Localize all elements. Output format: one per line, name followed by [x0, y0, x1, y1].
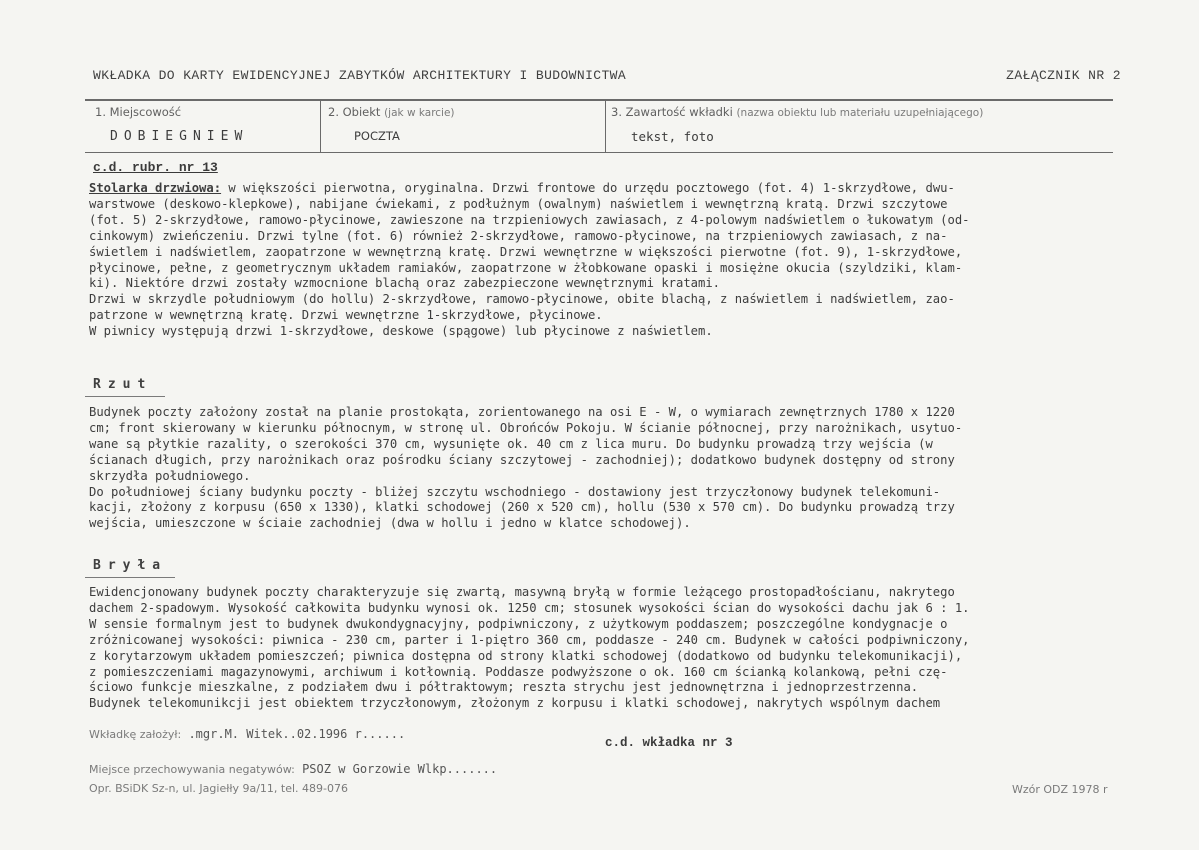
contents-value: tekst, foto: [631, 129, 714, 144]
negatives-location: [89, 762, 497, 776]
joinery-line: płycinowe, pełne, z geometrycznym układem ramiaków, zaopatrzone w żłobkowane opaski i mosiężne okucia (szyldziki, klam-: [89, 260, 963, 275]
object-value: POCZTA: [354, 129, 400, 143]
massing-line: zróżnicowanej wysokości: piwnica - 230 cm, parter i 1-piętro 360 cm, poddasze - 240 cm. Budynek w całości podpiwniczony,: [89, 632, 970, 647]
joinery-line: (fot. 5) 2-skrzydłowe, ramowo-płycinowe, zawieszone na trzpieniowych zawiasach, z 4-polowym nadświetlem o łukowatym (od-: [89, 212, 970, 227]
joinery-lead: Stolarka drzwiowa:: [89, 181, 222, 195]
joinery-line: patrzone w wewnętrzną kratę. Drzwi wewnętrzne 1-skrzydłowe, płycinowe.: [89, 308, 603, 323]
negatives-value: PSOZ w Gorzowie Wlkp.......: [294, 762, 498, 776]
form-reference: Wzór ODZ 1978 r: [1012, 783, 1108, 796]
created-value: .mgr.M. Witek..02.1996 r......: [181, 727, 406, 741]
massing-line: Ewidencjonowany budynek poczty charakteryzuje się zwartą, masywną bryłą w formie leżącego prostopadłościanu, nakrytego: [89, 585, 955, 599]
plan-heading: Rzut: [93, 377, 153, 392]
massing-heading: Bryła: [93, 558, 168, 573]
form-title: WKŁADKA DO KARTY EWIDENCYJNEJ ZABYTKÓW ARCHITEKTURY I BUDOWNICTWA: [93, 68, 627, 83]
place-label: 1. Miejscowość: [95, 105, 182, 119]
plan-line: cm; front skierowany w kierunku północnym, w stronę ul. Obrońców Pokoju. W ścianie północnej, przy narożnikach, usytuo-: [89, 420, 963, 435]
massing-line: Budynek telekomunikcji jest obiektem trzyczłonowym, złożonym z korpusu i klatki schodowej, nakrytych wspólnym dachem: [89, 696, 941, 711]
joinery-line: ki). Niektóre drzwi zostały wzmocnione blachą oraz zabezpieczone wewnętrznymi kratami.: [89, 276, 721, 291]
joinery-line: Drzwi w skrzydle południowym (do hollu) 2-skrzydłowe, ramowo-płycinowe, obite blachą, z naświetlem i nadświetlem, zao-: [89, 292, 955, 307]
massing-line: ściowo funkcje mieszkalne, z podziałem dwu i półtraktowym; reszta strychu jest jednownętrzna i jednoprzestrzenna.: [89, 680, 919, 695]
created-by: [89, 727, 405, 741]
joinery-line: W piwnicy występują drzwi 1-skrzydłowe, deskowe (spągowe) lub płycinowe z naświetlem.: [89, 324, 713, 339]
joinery-line: cinkowym) zwieńczeniu. Drzwi tylne (fot. 6) również 2-skrzydłowe, ramowo-płycinowe, na trzpieniowych zawiasach, z na-: [89, 228, 948, 243]
plan-line: wane są płytkie razality, o szerokości 370 cm, wysunięte ok. 40 cm z lica muru. Do budynku prowadzą trzy wejścia (w: [89, 436, 933, 451]
massing-line: W sensie formalnym jest to budynek dwukondygnacyjny, podpiwniczony, z użytkowym poddaszem; poszczególne kondygnacje o: [89, 616, 948, 631]
continued-insert: c.d. wkładka nr 3: [605, 736, 733, 750]
massing-line: z korytarzowym układem pomieszczeń; piwnica dostępna od strony klatki schodowej (dodatkowo od budynku telekomunikacji),: [89, 648, 963, 663]
place-value: DOBIEGNIEW: [110, 129, 249, 144]
massing-line: dachem 2-spadowym. Wysokość całkowita budynku wynosi ok. 1250 cm; stosunek wysokości ścian do wysokości dachu jak 6 : 1.: [89, 600, 970, 615]
contents-label-note: (nazwa obiektu lub materiału uzupełniającego): [736, 107, 984, 119]
plan-text: [89, 405, 1114, 532]
box-divider-1: [320, 100, 321, 152]
plan-line: skrzydła południowego.: [89, 468, 251, 483]
negatives-label: Miejsce przechowywania negatywów:: [89, 763, 295, 776]
joinery-line: świetlem i nadświetlem, zaopatrzone w wewnętrzną kratę. Drzwi wewnętrzne w większości pierwotne (fot. 9), 1-skrzydłowe,: [89, 244, 963, 259]
massing-heading-underline: [85, 577, 175, 578]
massing-text: [89, 585, 1114, 712]
continuation-label: c.d. rubr. nr 13: [93, 160, 218, 175]
contents-label: 3. Zawartość wkładki (nazwa obiektu lub materiału uzupełniającego): [611, 105, 984, 119]
plan-line: wejścia, umieszczone w ściaie zachodniej (dwa w hollu i jedno w klatce schodowej).: [89, 516, 691, 531]
plan-heading-underline: [85, 396, 165, 397]
plan-line: Budynek poczty założony został na planie prostokąta, zorientowanego na osi E - W, o wymiarach zewnętrznych 1780 x 1220: [89, 405, 955, 419]
plan-line: Do południowej ściany budynku poczty - bliżej szczytu wschodniego - dostawiony jest trzyczłonowy budynek telekomuni-: [89, 484, 941, 499]
object-label: 2. Obiekt (jak w karcie): [328, 105, 455, 119]
joinery-text: [89, 181, 1114, 340]
joinery-line: warstwowe (deskowo-klepkowe), nabijane ćwiekami, z podłużnym (owalnym) naświetlem i wewnętrzną kratą. Drzwi szczytowe: [89, 196, 948, 211]
created-label: Wkładkę założył:: [89, 728, 182, 741]
plan-line: kacji, złożony z korpusu (650 x 1330), klatki schodowej (260 x 520 cm), hollu (530 x 570 cm). Do budynku prowadzą trzy: [89, 500, 955, 515]
box-top-rule: [85, 99, 1113, 101]
box-bottom-rule: [85, 152, 1113, 153]
printer-info: Opr. BSiDK Sz-n, ul. Jagiełły 9a/11, tel. 489-076: [89, 782, 349, 795]
massing-line: z pomieszczeniami magazynowymi, archiwum i kotłownią. Poddasze podwyższone o ok. 160 cm ścianką kolankową, pełni czę-: [89, 664, 948, 679]
attachment-number: ZAŁĄCZNIK NR 2: [1006, 68, 1121, 83]
box-divider-2: [605, 100, 606, 152]
object-label-note: (jak w karcie): [384, 107, 455, 119]
plan-line: ścianach długich, przy narożnikach oraz pośrodku ściany szczytowej - zachodniej); dodatkowo budynek dostępny od strony: [89, 452, 955, 467]
joinery-line-0: w większości pierwotna, oryginalna. Drzwi frontowe do urzędu pocztowego (fot. 4) 1-skrzydłowe, dwu-: [221, 181, 955, 195]
